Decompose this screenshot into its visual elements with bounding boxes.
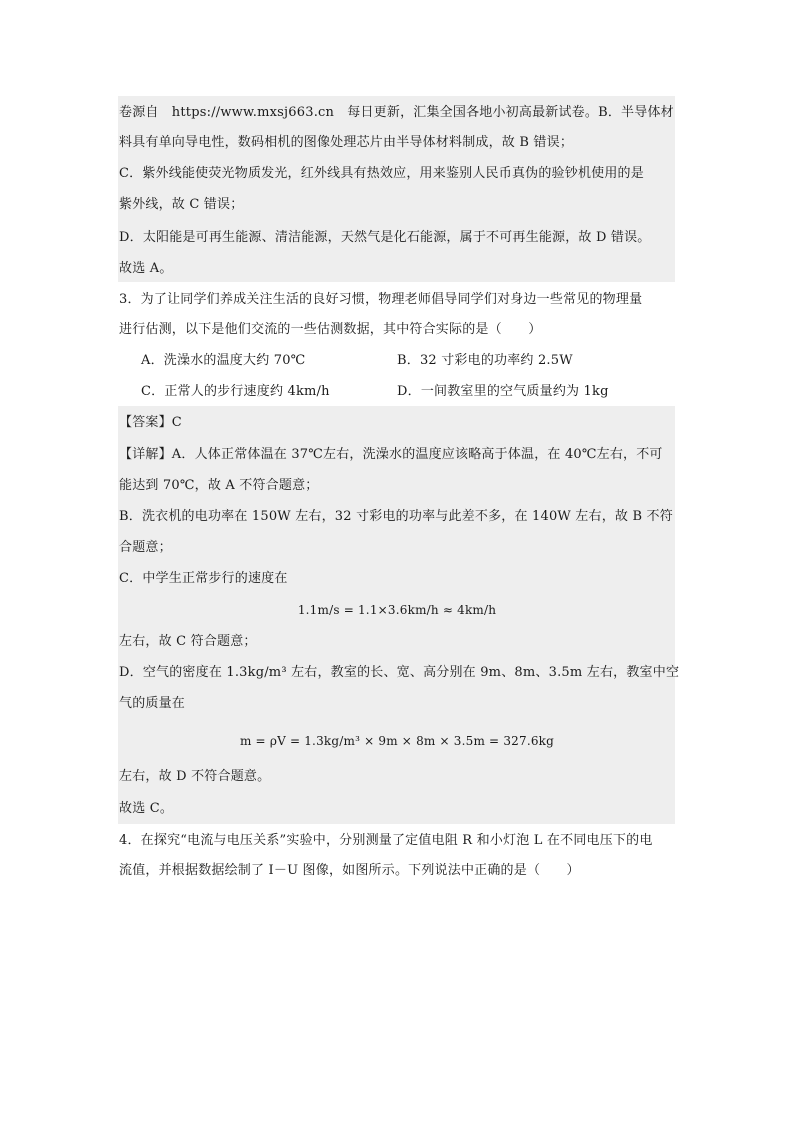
explanation-line: 合题意； (119, 540, 172, 555)
explanation-line: 【详解】A．人体正常体温在 37℃左右，洗澡水的温度应该略高于体温，在 40℃左右，不可 (119, 447, 663, 462)
formula-speed: 1.1m/s = 1.1×3.6km/h ≈ 4km/h (297, 603, 497, 617)
question-3-stem: 3．为了让同学们养成关注生活的良好习惯，物理老师倡导同学们对身边一些常见的物理量 (119, 292, 643, 307)
text-line: 故选 A。 (119, 261, 173, 276)
option-c: C．正常人的步行速度约 4km/h (141, 384, 330, 399)
question-3-stem: 进行估测，以下是他们交流的一些估测数据，其中符合实际的是（ ） (119, 322, 542, 337)
text-line: 紫外线，故 C 错误； (119, 197, 244, 212)
text-line: C．紫外线能使荧光物质发光，红外线具有热效应，用来鉴别人民币真伪的验钞机使用的是 (119, 166, 644, 181)
option-b: B．32 寸彩电的功率约 2.5W (397, 353, 573, 368)
explanation-line: B．洗衣机的电功率在 150W 左右，32 寸彩电的功率与此差不多，在 140W 左右，故 B 不符 (119, 509, 673, 524)
explanation-line: C．中学生正常步行的速度在 (119, 571, 288, 586)
final-answer: 故选 C。 (119, 801, 174, 816)
text-line: 料具有单向导电性，数码相机的图像处理芯片由半导体材料制成，故 B 错误； (119, 135, 574, 150)
question-4-stem: 4．在探究“电流与电压关系”实验中，分别测量了定值电阻 R 和小灯泡 L 在不同电压下的电 (119, 833, 653, 848)
answer-shading-top (118, 96, 675, 282)
option-d: D．一间教室里的空气质量约为 1kg (397, 384, 609, 399)
explanation-line: 左右，故 C 符合题意； (119, 634, 257, 649)
explanation-line: 左右，故 D 不符合题意。 (119, 769, 271, 784)
option-a: A．洗澡水的温度大约 70℃ (141, 353, 306, 368)
explanation-line: 能达到 70℃，故 A 不符合题意； (119, 478, 319, 493)
text-line: 卷源自 https://www.mxsj663.cn 每日更新，汇集全国各地小初高最新试卷。B．半导体材 (119, 105, 674, 120)
answer-label: 【答案】C (119, 415, 182, 430)
explanation-line: D．空气的密度在 1.3kg/m³ 左右，教室的长、宽、高分别在 9m、8m、3.5m 左右，教室中空 (119, 665, 680, 680)
formula-mass: m = ρV = 1.3kg/m³ × 9m × 8m × 3.5m = 327.6kg (239, 734, 555, 748)
text-line: D．太阳能是可再生能源、清洁能源，天然气是化石能源，属于不可再生能源，故 D 错误。 (119, 230, 651, 245)
question-4-stem: 流值，并根据数据绘制了 I－U 图像，如图所示。下列说法中正确的是（ ） (119, 863, 580, 878)
explanation-line: 气的质量在 (119, 696, 186, 711)
